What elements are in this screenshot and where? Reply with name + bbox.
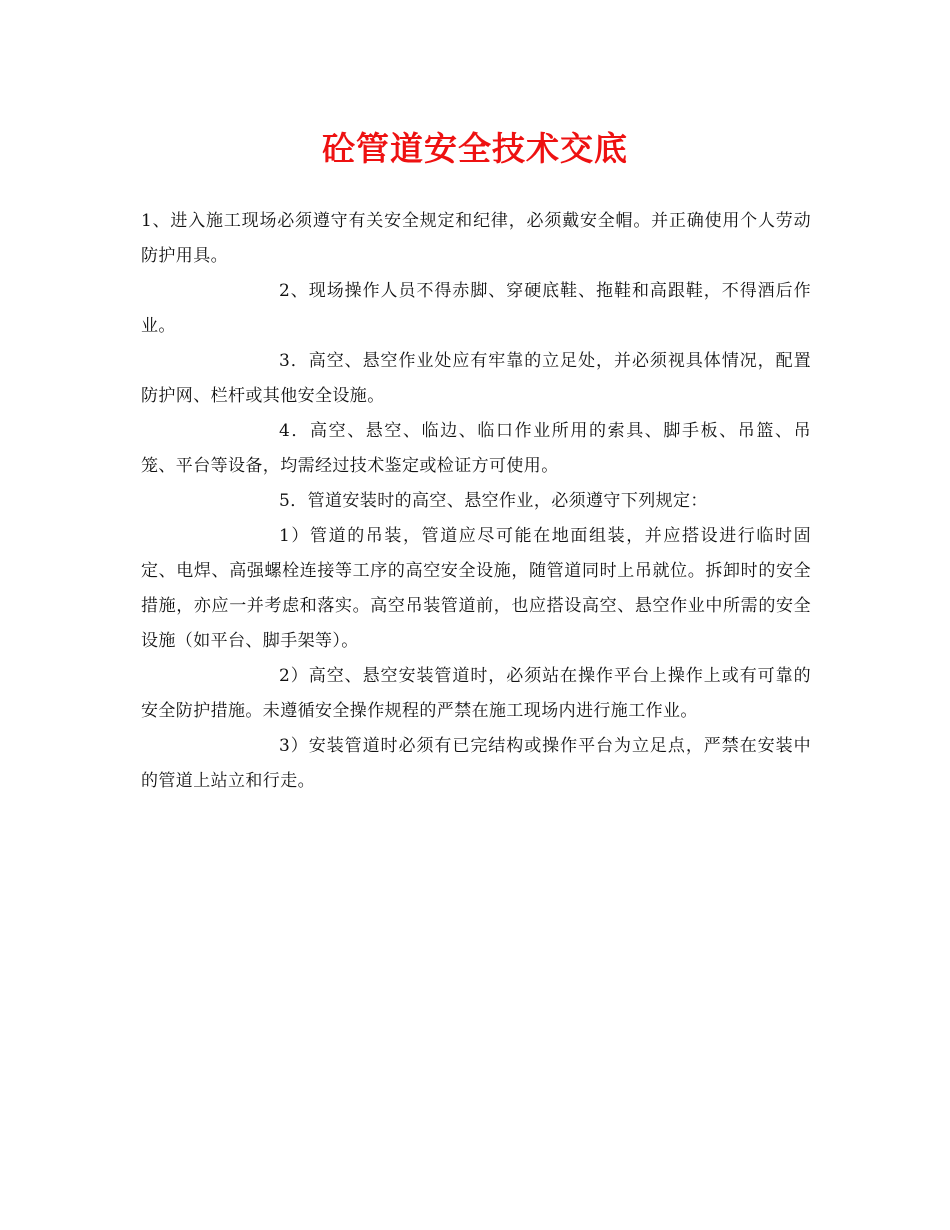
paragraph-5-3: 3）安装管道时必须有已完结构或操作平台为立足点，严禁在安装中的管道上站立和行走。: [141, 736, 811, 791]
document-body: [141, 204, 811, 799]
paragraph-5: 5．管道安装时的高空、悬空作业，必须遵守下列规定：: [279, 491, 708, 511]
paragraph-4: 4．高空、悬空、临边、临口作业所用的索具、脚手板、吊篮、吊笼、平台等设备，均需经过技术鉴定或检证方可使用。: [141, 421, 811, 476]
paragraph-5-1: 1）管道的吊装，管道应尽可能在地面组装，并应搭设进行临时固定、电焊、高强螺栓连接等工序的高空安全设施，随管道同时上吊就位。拆卸时的安全措施，亦应一并考虑和落实。高空吊装管道前，也应搭设高空、悬空作业中所需的安全设施（如平台、脚手架等）。: [141, 526, 811, 651]
paragraph-2: 2、现场操作人员不得赤脚、穿硬底鞋、拖鞋和高跟鞋，不得酒后作业。: [141, 281, 811, 336]
paragraph-5-2: 2）高空、悬空安装管道时，必须站在操作平台上操作上或有可靠的安全防护措施。未遵循安全操作规程的严禁在施工现场内进行施工作业。: [141, 666, 811, 721]
paragraph-1: 1、进入施工现场必须遵守有关安全规定和纪律，必须戴安全帽。并正确使用个人劳动防护用具。: [141, 211, 811, 266]
document-title: 砼管道安全技术交底: [322, 129, 628, 168]
paragraph-3: 3．高空、悬空作业处应有牢靠的立足处，并必须视具体情况，配置防护网、栏杆或其他安全设施。: [141, 351, 811, 406]
